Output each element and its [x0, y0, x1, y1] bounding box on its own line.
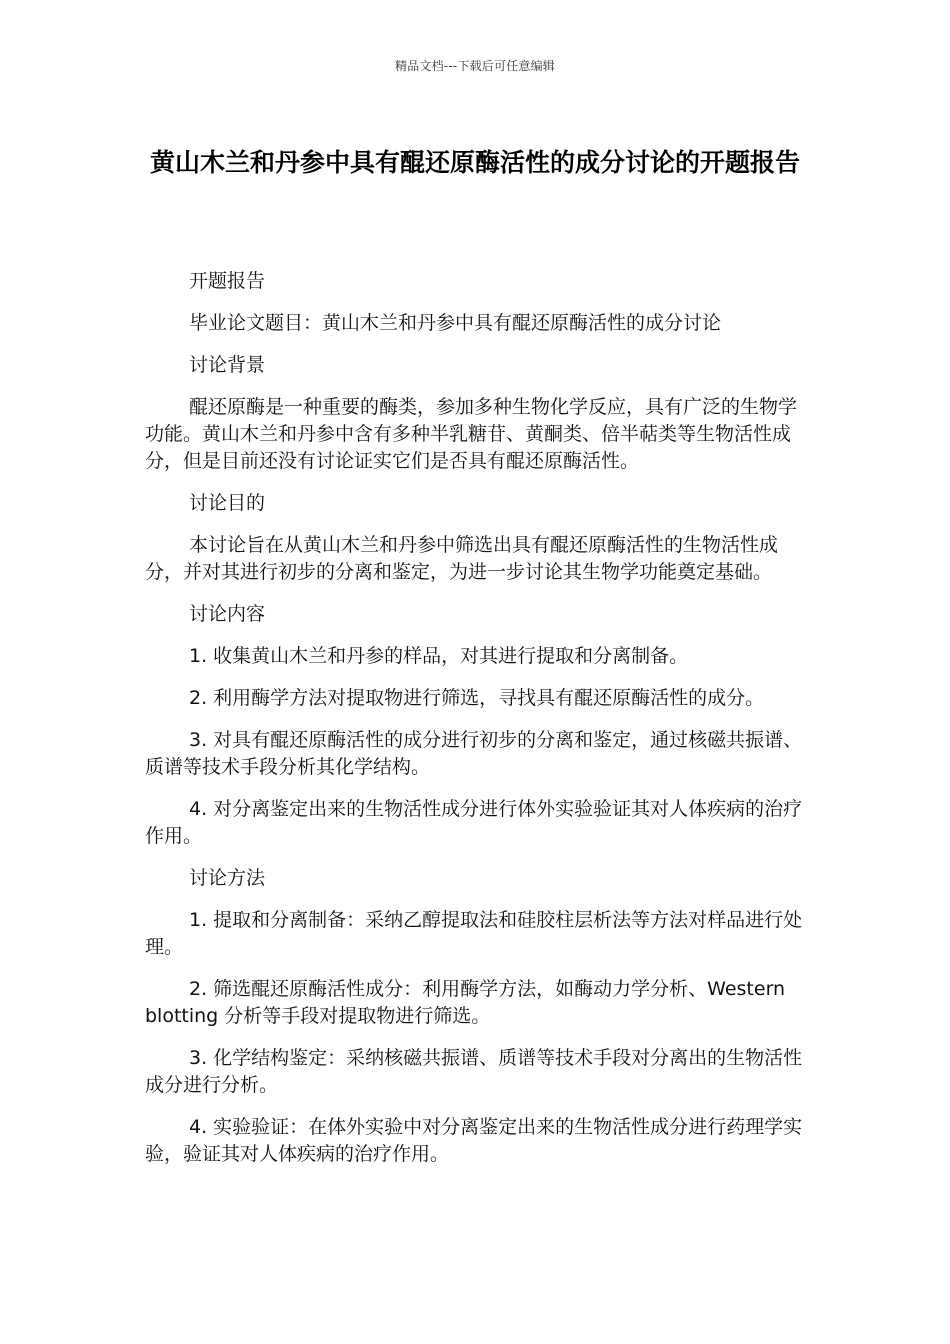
purpose-paragraph: 本讨论旨在从黄山木兰和丹参中筛选出具有醌还原酶活性的生物活性成分，并对其进行初步的分离和鉴定，为进一步讨论其生物学功能奠定基础。 — [145, 534, 779, 583]
document-body — [145, 268, 815, 1183]
method-item-4: 4. 实验验证：在体外实验中对分离鉴定出来的生物活性成分进行药理学实验，验证其对人体疾病的治疗作用。 — [145, 1116, 803, 1165]
background-paragraph: 醌还原酶是一种重要的酶类，参加多种生物化学反应，具有广泛的生物学功能。黄山木兰和丹参中含有多种半乳糖苷、黄酮类、倍半萜类等生物活性成分，但是目前还没有讨论证实它们是否具有醌还原酶活性。 — [145, 396, 798, 472]
document-title: 黄山木兰和丹参中具有醌还原酶活性的成分讨论的开题报告 — [149, 148, 800, 177]
method-item-1: 1. 提取和分离制备：采纳乙醇提取法和硅胶柱层析法等方法对样品进行处理。 — [145, 909, 803, 958]
section-heading-methods: 讨论方法 — [189, 867, 266, 889]
content-item-4: 4. 对分离鉴定出来的生物活性成分进行体外实验验证其对人体疾病的治疗作用。 — [145, 798, 803, 847]
content-item-3: 3. 对具有醌还原酶活性的成分进行初步的分离和鉴定，通过核磁共振谱、质谱等技术手段分析其化学结构。 — [145, 729, 803, 778]
section-heading-proposal: 开题报告 — [189, 270, 266, 292]
method-item-2: 2. 筛选醌还原酶活性成分：利用酶学方法，如酶动力学分析、Western blotting 分析等手段对提取物进行筛选。 — [145, 978, 786, 1027]
thesis-topic: 毕业论文题目：黄山木兰和丹参中具有醌还原酶活性的成分讨论 — [189, 312, 722, 334]
section-heading-purpose: 讨论目的 — [189, 492, 266, 514]
section-heading-content: 讨论内容 — [189, 603, 266, 625]
content-item-1: 1. 收集黄山木兰和丹参的样品，对其进行提取和分离制备。 — [189, 645, 689, 667]
section-heading-background: 讨论背景 — [189, 354, 266, 376]
content-item-2: 2. 利用酶学方法对提取物进行筛选，寻找具有醌还原酶活性的成分。 — [189, 687, 765, 709]
method-item-3: 3. 化学结构鉴定：采纳核磁共振谱、质谱等技术手段对分离出的生物活性成分进行分析。 — [145, 1047, 803, 1096]
header-note: 精品文档---下载后可任意编辑 — [395, 59, 555, 73]
